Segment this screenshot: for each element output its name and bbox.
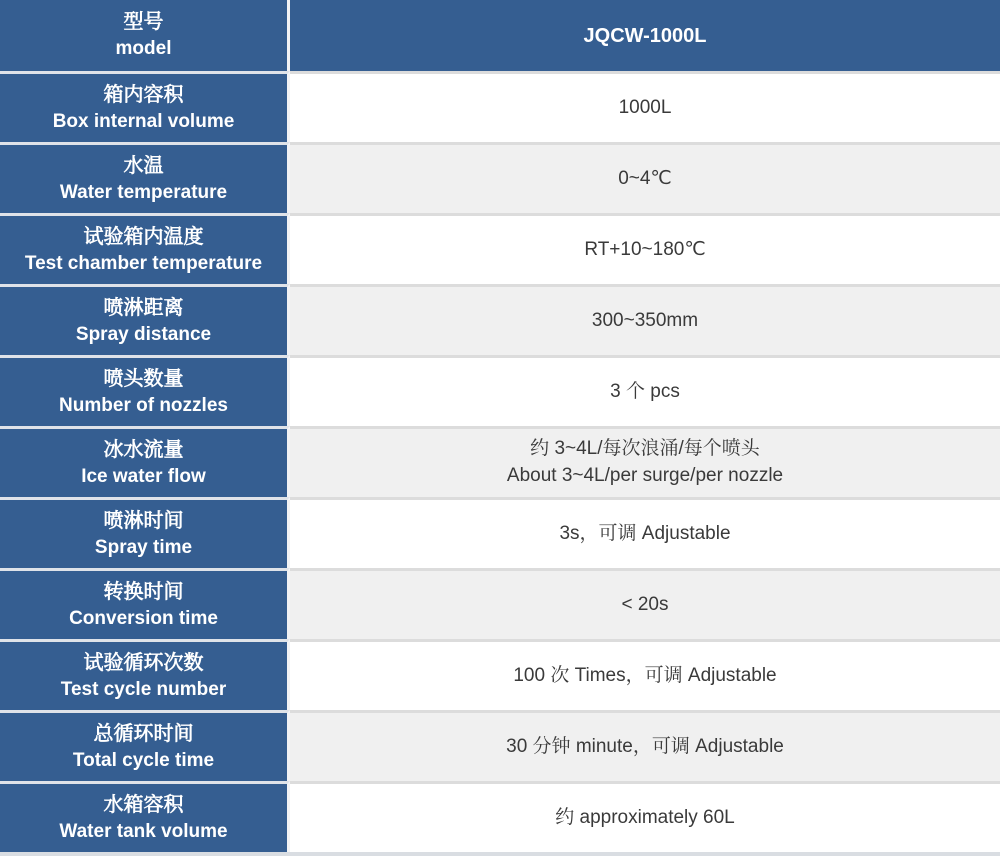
table-row — [0, 497, 1000, 568]
row-label-zh: 试验循环次数 — [83, 651, 204, 674]
row-label-cell — [0, 568, 290, 639]
row-label-cell — [0, 710, 290, 781]
row-label-zh: 总循环时间 — [93, 722, 194, 745]
row-label-en: Water temperature — [59, 181, 228, 203]
row-value-cell — [290, 213, 1000, 284]
table-row — [0, 142, 1000, 213]
row-value: 约 approximately 60L — [555, 806, 735, 828]
row-value-line2: About 3~4L/per surge/per nozzle — [506, 465, 784, 486]
row-label-cell — [0, 426, 290, 497]
row-label-cell — [0, 639, 290, 710]
row-value: 1000L — [618, 96, 672, 118]
row-label-en: Test cycle number — [60, 678, 227, 700]
table-row — [0, 426, 1000, 497]
header-label-en: model — [115, 38, 172, 60]
row-value-cell — [290, 781, 1000, 852]
row-label-cell — [0, 284, 290, 355]
row-value: < 20s — [621, 593, 669, 615]
row-value-cell — [290, 426, 1000, 497]
header-label-cell — [0, 0, 290, 71]
row-label-cell — [0, 497, 290, 568]
table-row — [0, 355, 1000, 426]
row-label-zh: 水温 — [123, 154, 164, 177]
row-label-en: Total cycle time — [72, 749, 215, 771]
model-value: JQCW-1000L — [583, 24, 707, 47]
row-value-cell — [290, 497, 1000, 568]
row-value: 30 分钟 minute，可调 Adjustable — [506, 735, 784, 757]
table-row — [0, 284, 1000, 355]
table-row — [0, 710, 1000, 781]
header-value-cell — [290, 0, 1000, 71]
row-value: 100 次 Times，可调 Adjustable — [513, 664, 777, 686]
row-label-zh: 箱内容积 — [103, 83, 184, 106]
row-label-en: Test chamber temperature — [24, 252, 263, 274]
row-value: 0~4℃ — [618, 167, 672, 189]
row-label-zh: 喷淋时间 — [103, 509, 184, 532]
header-label-zh: 型号 — [123, 11, 164, 34]
row-value: RT+10~180℃ — [584, 238, 706, 260]
row-value-cell — [290, 284, 1000, 355]
row-label-zh: 试验箱内温度 — [83, 225, 204, 248]
row-label-cell — [0, 355, 290, 426]
row-label-zh: 水箱容积 — [103, 793, 184, 816]
row-label-en: Conversion time — [69, 607, 218, 629]
row-value: 3 个 pcs — [610, 380, 680, 402]
row-label-zh: 喷淋距离 — [103, 296, 184, 319]
row-value-cell — [290, 568, 1000, 639]
row-label-zh: 喷头数量 — [103, 367, 184, 390]
row-value: 约 3~4L/每次浪涌/每个喷头 — [530, 438, 760, 460]
row-label-cell — [0, 142, 290, 213]
row-label-cell — [0, 213, 290, 284]
row-label-en: Spray distance — [75, 323, 212, 345]
row-value-cell — [290, 142, 1000, 213]
row-value-cell — [290, 710, 1000, 781]
row-value: 3s，可调 Adjustable — [559, 522, 731, 544]
row-label-en: Water tank volume — [59, 820, 228, 842]
row-value-cell — [290, 71, 1000, 142]
row-label-zh: 冰水流量 — [103, 438, 184, 461]
row-label-zh: 转换时间 — [103, 580, 184, 603]
row-value-cell — [290, 639, 1000, 710]
row-value-cell — [290, 355, 1000, 426]
table-header-row — [0, 0, 1000, 71]
row-label-cell — [0, 71, 290, 142]
table-row — [0, 639, 1000, 710]
table-row — [0, 568, 1000, 639]
row-label-en: Box internal volume — [52, 110, 235, 132]
row-label-cell — [0, 781, 290, 852]
row-value: 300~350mm — [591, 309, 699, 331]
table-row — [0, 213, 1000, 284]
table-row — [0, 71, 1000, 142]
row-label-en: Ice water flow — [81, 465, 206, 487]
row-label-en: Number of nozzles — [59, 394, 228, 416]
row-label-en: Spray time — [94, 536, 193, 558]
table-row — [0, 781, 1000, 852]
